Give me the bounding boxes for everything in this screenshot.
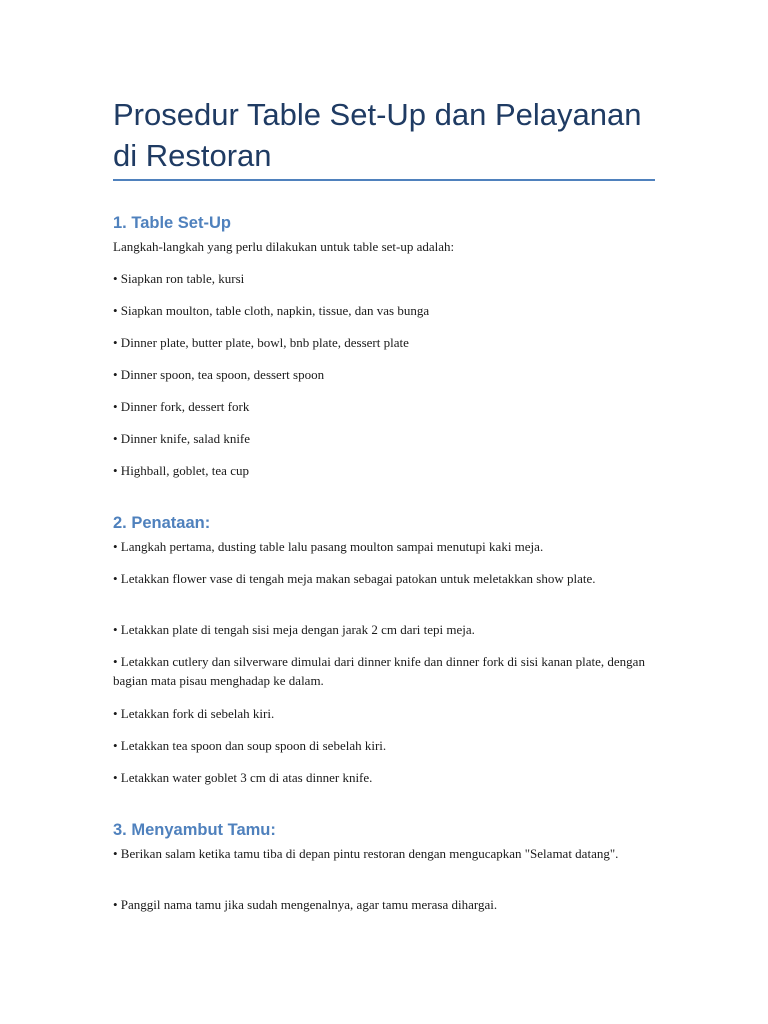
- list-item: • Panggil nama tamu jika sudah mengenalnya, agar tamu merasa dihargai.: [113, 897, 498, 912]
- document-title: Prosedur Table Set-Up dan Pelayanan di Restoran: [113, 97, 642, 173]
- list-item: • Siapkan moulton, table cloth, napkin, tissue, dan vas bunga: [113, 303, 430, 318]
- list-item: • Letakkan cutlery dan silverware dimulai dari dinner knife dan dinner fork di sisi kanan plate, dengan bagian mata pisau menghadap ke dalam.: [113, 654, 645, 688]
- title-divider: [113, 179, 655, 181]
- list-item: • Berikan salam ketika tamu tiba di depan pintu restoran dengan mengucapkan "Selamat datang".: [113, 846, 619, 861]
- list-item: • Letakkan fork di sebelah kiri.: [113, 706, 275, 721]
- list-item: • Highball, goblet, tea cup: [113, 463, 249, 478]
- list-item: • Letakkan plate di tengah sisi meja dengan jarak 2 cm dari tepi meja.: [113, 622, 475, 637]
- list-item: • Siapkan ron table, kursi: [113, 271, 245, 286]
- list-item: • Dinner fork, dessert fork: [113, 399, 250, 414]
- section-heading-penataan: 2. Penataan:: [113, 514, 211, 532]
- section-heading-table-setup: 1. Table Set-Up: [113, 214, 231, 232]
- list-item: • Langkah pertama, dusting table lalu pasang moulton sampai menutupi kaki meja.: [113, 539, 544, 554]
- list-item: • Letakkan water goblet 3 cm di atas dinner knife.: [113, 770, 373, 785]
- list-item: • Dinner plate, butter plate, bowl, bnb plate, dessert plate: [113, 335, 409, 350]
- list-item: • Dinner knife, salad knife: [113, 431, 251, 446]
- section-heading-menyambut-tamu: 3. Menyambut Tamu:: [113, 821, 276, 839]
- list-item: • Letakkan flower vase di tengah meja makan sebagai patokan untuk meletakkan show plate.: [113, 571, 596, 586]
- list-item: • Letakkan tea spoon dan soup spoon di sebelah kiri.: [113, 738, 387, 753]
- list-item: • Dinner spoon, tea spoon, dessert spoon: [113, 367, 325, 382]
- paragraph: Langkah-langkah yang perlu dilakukan untuk table set-up adalah:: [113, 239, 455, 254]
